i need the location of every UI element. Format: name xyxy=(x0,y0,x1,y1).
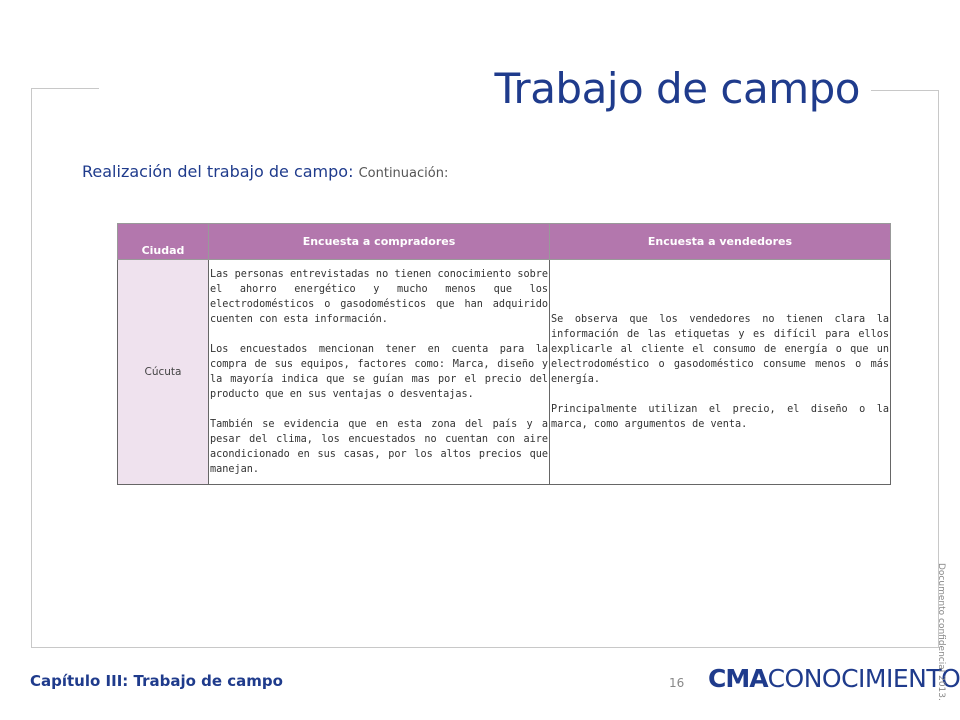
logo-rest: CONOCIMIENTO xyxy=(767,664,960,693)
header-vendedores: Encuesta a vendedores xyxy=(550,224,891,260)
frame-top-right xyxy=(871,90,939,91)
sellers-paragraph: Principalmente utilizan el precio, el diseño o la marca, como argumentos de venta. xyxy=(551,404,889,430)
page-number: 16 xyxy=(669,676,685,690)
frame-top-left xyxy=(31,88,99,89)
sellers-cell xyxy=(550,260,891,485)
frame-bottom xyxy=(31,647,939,648)
logo-strong: CMA xyxy=(708,664,768,693)
subtitle-continuation: Continuación: xyxy=(358,166,449,181)
frame-left xyxy=(31,88,32,648)
page-title: Trabajo de campo xyxy=(494,64,860,113)
buyers-paragraph: Las personas entrevistadas no tienen conocimiento sobre el ahorro energético y mucho menos que los electrodomésticos o gasodomésticos que han adquirido cuenten con esta información. xyxy=(210,269,548,325)
cma-logo xyxy=(708,664,960,693)
confidential-note: Documento confidencial 2013. xyxy=(936,563,946,701)
chapter-footer: Capítulo III: Trabajo de campo xyxy=(30,672,283,690)
buyers-paragraph: También se evidencia que en esta zona del país y a pesar del clima, los encuestados no cuentan con aire acondicionado en sus casas, por los altos precios que manejan. xyxy=(210,419,548,475)
survey-table xyxy=(117,223,891,485)
subtitle-main: Realización del trabajo de campo: xyxy=(82,162,354,181)
sellers-paragraph: Se observa que los vendedores no tienen clara la información de las etiquetas y es difícil para ellos explicarle al cliente el consumo de energía o que un electrodoméstico o gasodoméstico consume menos o más energía. xyxy=(551,314,889,385)
header-compradores: Encuesta a compradores xyxy=(209,224,550,260)
buyers-cell xyxy=(209,260,550,485)
city-cell: Cúcuta xyxy=(118,260,209,485)
table-row xyxy=(118,260,891,485)
buyers-paragraph: Los encuestados mencionan tener en cuenta para la compra de sus equipos, factores como: Marca, diseño y la mayoría indica que se guían mas por el precio del producto que en sus ventajas o desventajas. xyxy=(210,344,548,400)
section-subtitle xyxy=(82,162,448,181)
table-header-row xyxy=(118,224,891,260)
header-ciudad: Ciudad xyxy=(118,224,209,260)
